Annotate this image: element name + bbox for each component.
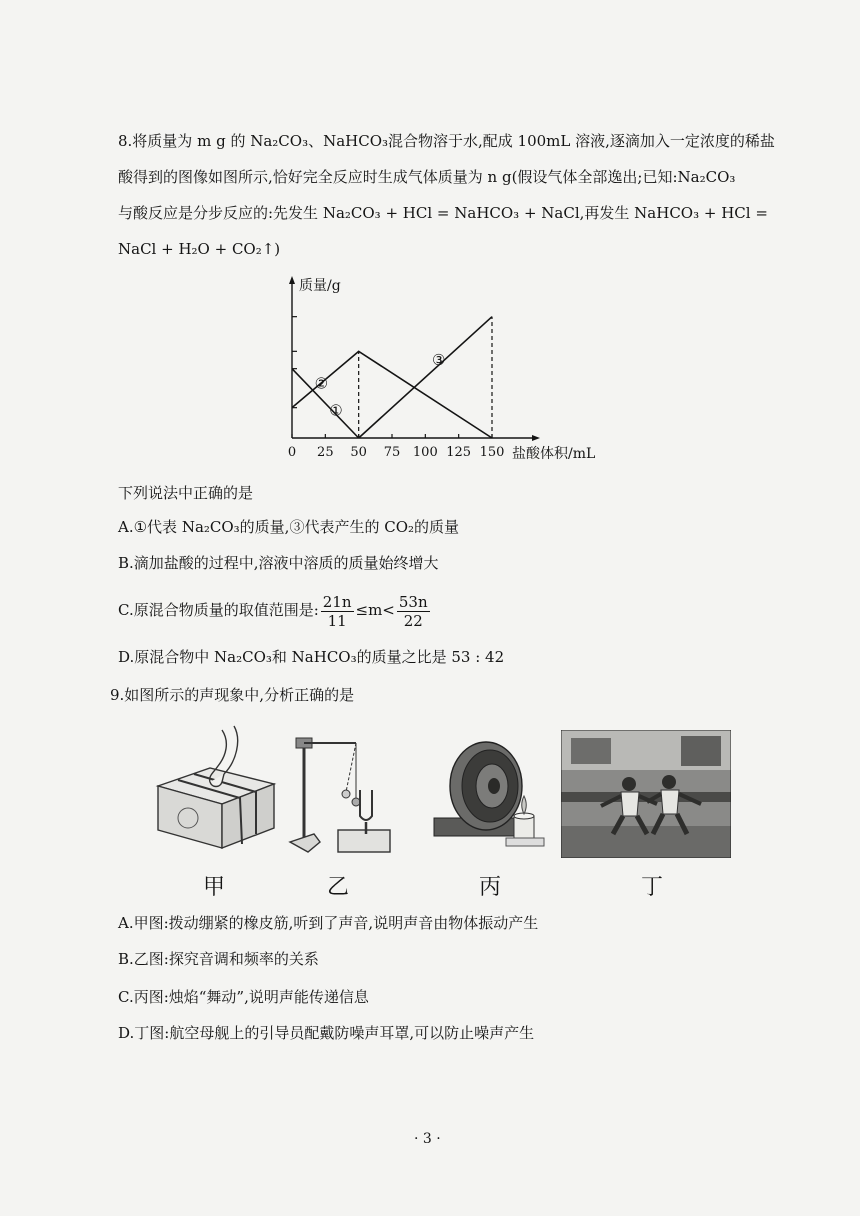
chart-ylabel: 质量/g <box>299 278 341 294</box>
q8-option-a: A.①代表 Na₂CO₃的质量,③代表产生的 CO₂的质量 <box>118 518 460 536</box>
carrier-deck-crew-figure <box>561 730 731 858</box>
frac-denominator: 11 <box>327 611 347 630</box>
fraction-53n-22 <box>397 593 430 630</box>
option-c-mid: ≤m< <box>355 601 395 619</box>
x-tick-label: 125 <box>446 445 472 460</box>
q8-option-b: B.滴加盐酸的过程中,溶液中溶质的质量始终增大 <box>118 554 439 572</box>
series-label-3: ③ <box>431 351 446 369</box>
tuning-fork-figure <box>284 730 394 860</box>
chart-series <box>292 317 492 438</box>
page-number: · 3 · <box>414 1131 441 1147</box>
fraction-21n-11 <box>321 593 354 630</box>
q9-option-a: A.甲图:拨动绷紧的橡皮筋,听到了声音,说明声音由物体振动产生 <box>118 914 539 932</box>
q9-option-b: B.乙图:探究音调和频率的关系 <box>118 950 319 968</box>
y-axis-arrow <box>289 276 295 284</box>
frac-numerator: 53n <box>398 592 428 611</box>
x-tick-label: 150 <box>479 445 505 460</box>
x-tick-label: 100 <box>412 445 438 460</box>
q8-line-4: NaCl + H₂O + CO₂↑) <box>118 240 281 258</box>
figure-label-bing: 丙 <box>479 875 502 900</box>
frac-denominator: 22 <box>403 611 423 630</box>
q8-option-c <box>118 590 432 630</box>
q9-option-d: D.丁图:航空母舰上的引导员配戴防噪声耳罩,可以防止噪声产生 <box>118 1024 535 1042</box>
figure-label-ding: 丁 <box>641 875 664 900</box>
x-axis-arrow <box>532 435 540 441</box>
q8-line-2: 酸得到的图像如图所示,恰好完全反应时生成气体质量为 n g(假设气体全部逸出;已知:Na₂CO₃ <box>118 168 736 186</box>
figure-label-yi: 乙 <box>327 875 350 900</box>
figure-label-jia: 甲 <box>203 875 226 900</box>
chart-axes <box>289 276 540 441</box>
chart-xlabel: 盐酸体积/mL <box>512 446 596 462</box>
q8-line-1: 8.将质量为 m g 的 Na₂CO₃、NaHCO₃混合物溶于水,配成 100mL 溶液,逐滴加入一定浓度的稀盐 <box>118 132 775 150</box>
x-tick-label: 75 <box>383 445 401 460</box>
option-c-prefix: C.原混合物质量的取值范围是: <box>118 601 319 619</box>
q8-prompt: 下列说法中正确的是 <box>118 484 254 502</box>
q9-option-c: C.丙图:烛焰“舞动”,说明声能传递信息 <box>118 988 369 1006</box>
frac-numerator: 21n <box>322 592 352 611</box>
rubber-band-box-figure <box>150 722 280 852</box>
q8-option-d: D.原混合物中 Na₂CO₃和 NaHCO₃的质量之比是 53 : 42 <box>118 648 505 666</box>
series-label-1: ① <box>329 401 343 420</box>
series-line-2 <box>292 351 492 438</box>
x-tick-label: 0 <box>287 445 297 460</box>
q8-line-3: 与酸反应是分步反应的:先发生 Na₂CO₃ + HCl = NaHCO₃ + NaCl,再发生 NaHCO₃ + HCl = <box>118 204 768 222</box>
series-label-2: ② <box>314 374 329 393</box>
series-line-3 <box>359 317 492 438</box>
x-tick-label: 50 <box>350 445 367 460</box>
x-tick-label: 25 <box>317 445 334 460</box>
speaker-candle-figure <box>430 734 550 854</box>
q9-question: 9.如图所示的声现象中,分析正确的是 <box>110 686 355 704</box>
mass-vs-hcl-chart <box>270 272 610 462</box>
